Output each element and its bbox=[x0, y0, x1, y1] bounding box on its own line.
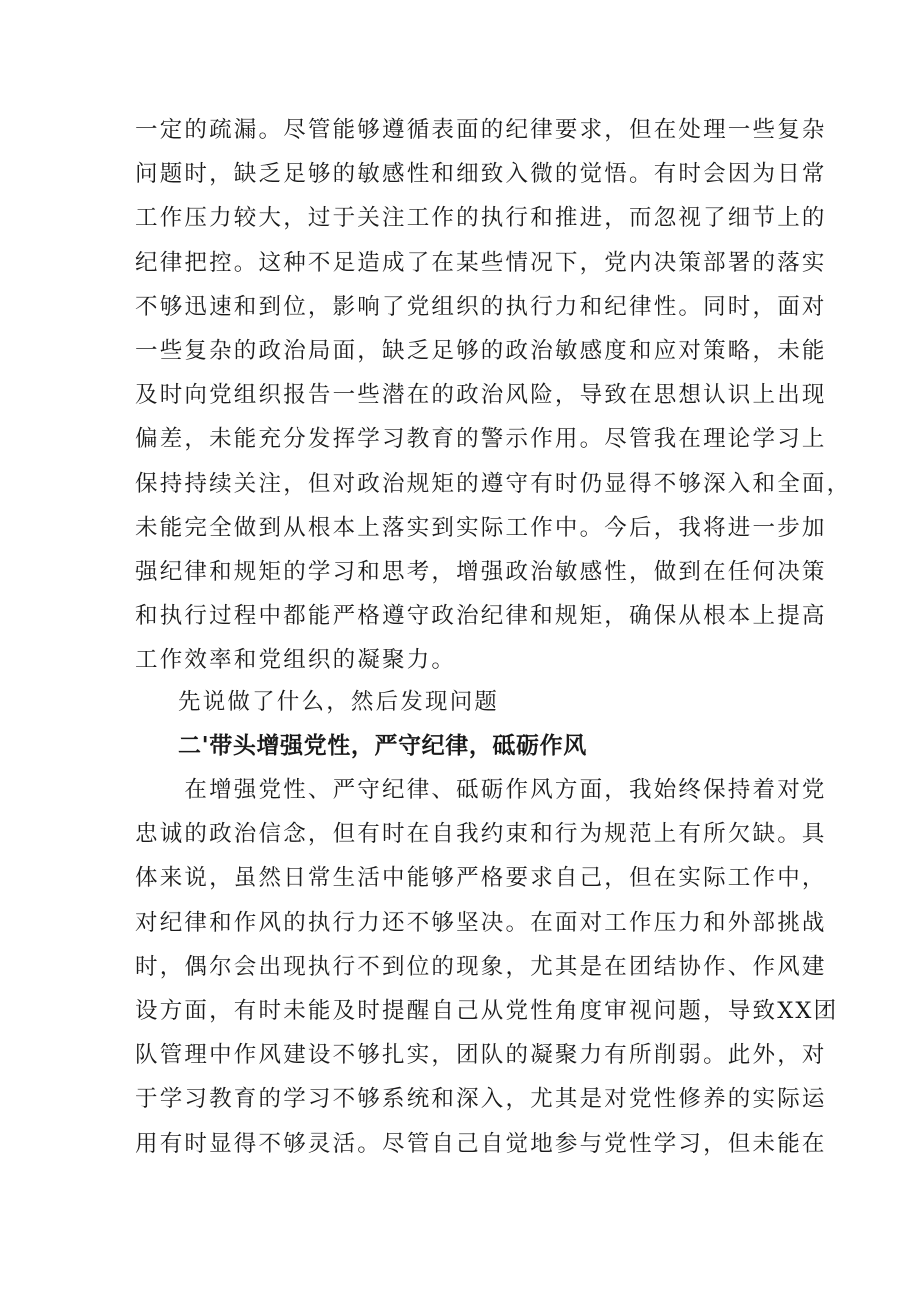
paragraph-2 bbox=[135, 768, 839, 1166]
paragraph-1-line: 一些复杂的政治局面，缺乏足够的政治敏感度和应对策略，未能 bbox=[135, 337, 827, 364]
paragraph-1-line: 保持持续关注，但对政治规矩的遵守有时仍显得不够深入和全面， bbox=[135, 470, 852, 497]
paragraph-1-line: 一定的疏漏。尽管能够遵循表面的纪律要求，但在处理一些复杂 bbox=[135, 117, 827, 143]
paragraph-1-line: 不够迅速和到位，影响了党组织的执行力和纪律性。同时，面对 bbox=[135, 293, 827, 320]
paragraph-2-line: 设方面，有时未能及时提醒自己从党性角度审视问题，导致XX团 bbox=[135, 997, 839, 1024]
paragraph-2-line: 于学习教育的学习不够系统和深入，尤其是对党性修养的实际运 bbox=[135, 1086, 827, 1113]
paragraph-2-line: 体来说，虽然日常生活中能够严格要求自己，但在实际工作中， bbox=[135, 865, 827, 892]
paragraph-2-line: 用有时显得不够灵活。尽管自己自觉地参与党性学习，但未能在 bbox=[135, 1130, 827, 1157]
paragraph-1-line: 问题时，缺乏足够的敏感性和细致入微的觉悟。有时会因为日常 bbox=[135, 161, 827, 188]
paragraph-1-line: 纪律把控。这种不足造成了在某些情况下，党内决策部署的落实 bbox=[135, 249, 827, 276]
paragraph-1-line: 未能完全做到从根本上落实到实际工作中。今后，我将进一步加 bbox=[135, 514, 827, 541]
paragraph-2-line: 忠诚的政治信念，但有时在自我约束和行为规范上有所欠缺。具 bbox=[135, 821, 827, 848]
paragraph-1-line: 及时向党组织报告一些潜在的政治风险，导致在思想认识上出现 bbox=[135, 382, 827, 409]
paragraph-2-line: 对纪律和作风的执行力还不够坚决。在面对工作压力和外部挑战 bbox=[135, 909, 827, 936]
paragraph-1-line: 工作压力较大，过于关注工作的执行和推进，而忽视了细节上的 bbox=[135, 205, 827, 232]
paragraph-2-line: 队管理中作风建设不够扎实，团队的凝聚力有所削弱。此外，对 bbox=[135, 1042, 827, 1069]
paragraph-1-line: 工作效率和党组织的凝聚力。 bbox=[135, 647, 457, 674]
paragraph-1 bbox=[135, 108, 852, 682]
editor-note: 先说做了什么，然后发现问题 bbox=[178, 689, 500, 715]
paragraph-2-line: 在增强党性、严守纪律、砥砺作风方面，我始终保持着对党 bbox=[135, 777, 827, 803]
paragraph-1-line: 强纪律和规矩的学习和思考，增强政治敏感性，做到在任何决策 bbox=[135, 558, 827, 585]
paragraph-1-line: 偏差，未能充分发挥学习教育的警示作用。尽管我在理论学习上 bbox=[135, 426, 827, 453]
section-heading: 二'带头增强党性，严守纪律，砥砺作风 bbox=[178, 733, 587, 759]
paragraph-1-line: 和执行过程中都能严格遵守政治纪律和规矩，确保从根本上提高 bbox=[135, 603, 827, 630]
paragraph-2-line: 时，偶尔会出现执行不到位的现象，尤其是在团结协作、作风建 bbox=[135, 953, 827, 980]
